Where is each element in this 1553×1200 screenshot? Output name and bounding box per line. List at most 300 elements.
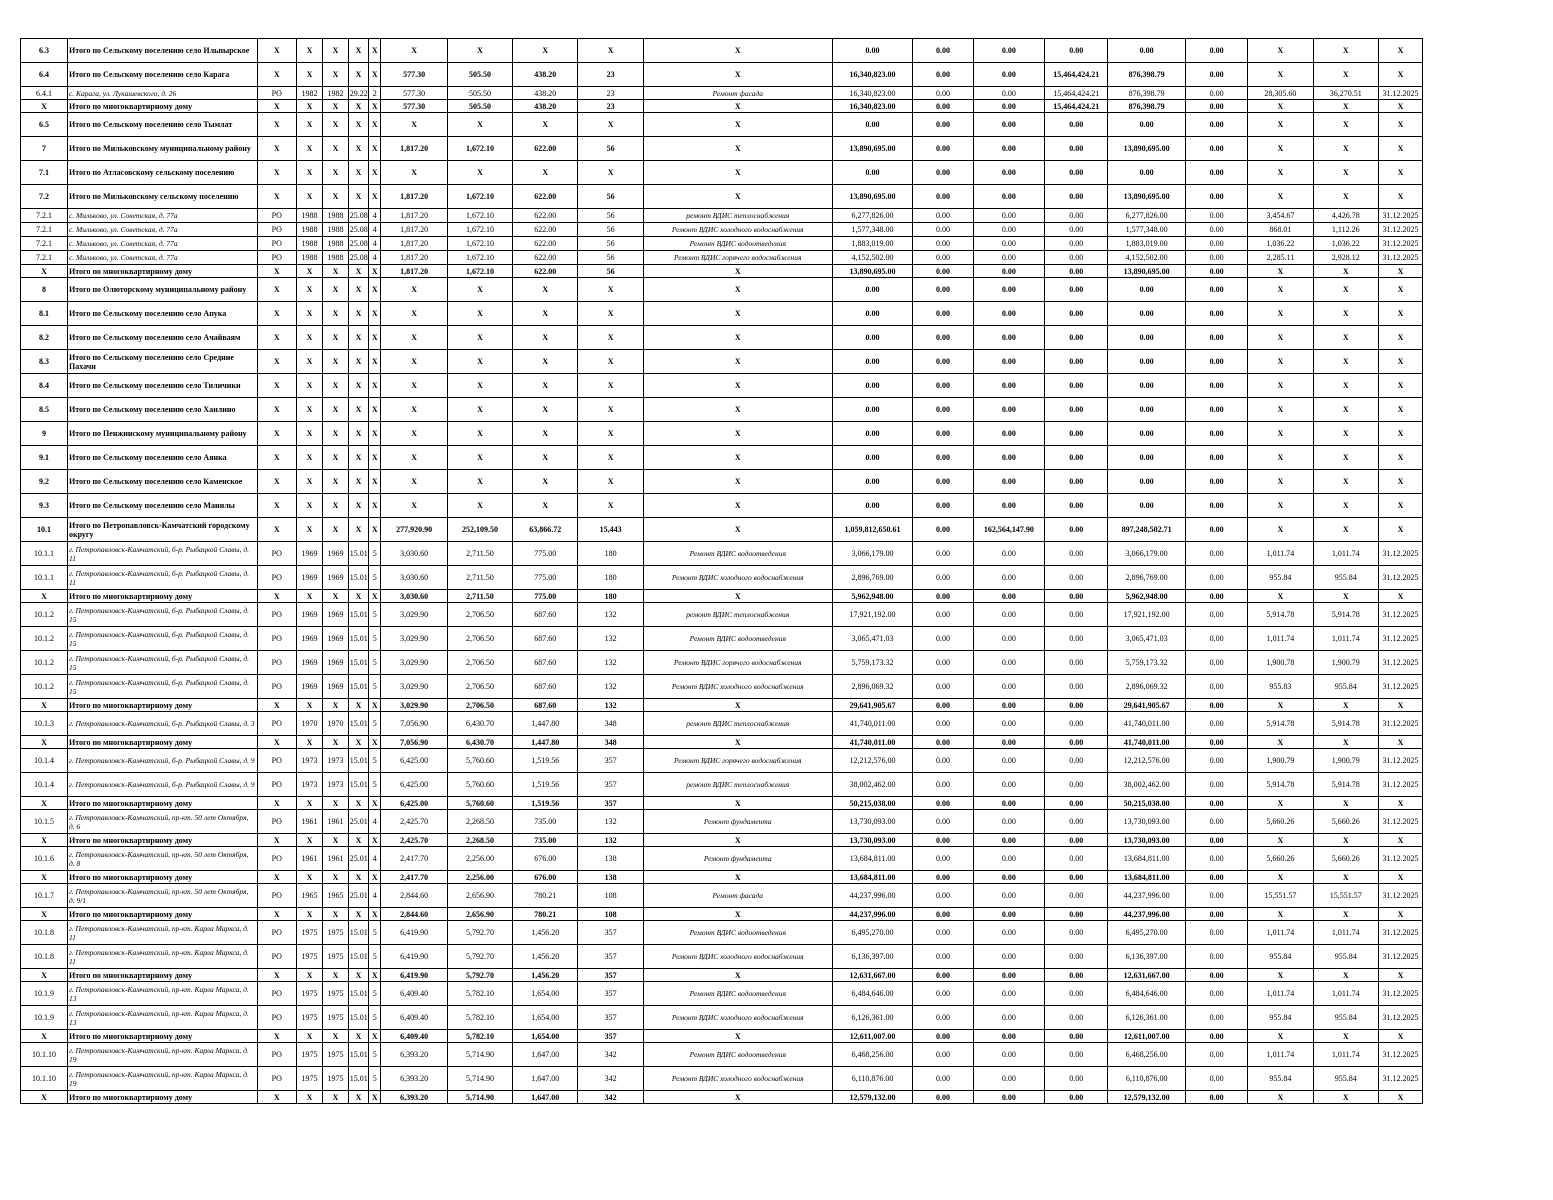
commission-year-cell: X	[323, 422, 349, 446]
total-cost-cell: 2,896,069.32	[832, 675, 913, 699]
regional-budget-cell: 0.00	[973, 1006, 1044, 1030]
local-budget-cell: 0.00	[1045, 921, 1108, 945]
work-type-cell: X	[643, 1091, 832, 1104]
total-cost-cell: 0.00	[832, 494, 913, 518]
address-cell: г. Петропавловск-Камчатский, пр-кт. 50 лет Октября, д. 6	[67, 810, 257, 834]
regional-budget-cell: 0.00	[973, 422, 1044, 446]
regional-budget-cell: 0.00	[973, 446, 1044, 470]
floors-cell: 4	[369, 209, 381, 223]
max-unit-cost-cell: X	[1313, 350, 1378, 374]
owned-area-cell: 622.00	[513, 209, 578, 223]
other-funds-cell: 0.00	[1185, 209, 1247, 223]
owned-area-cell: 735.00	[513, 834, 578, 847]
wear-cell: X	[348, 908, 368, 921]
residents-cell: 357	[578, 969, 643, 982]
unit-cost-cell: 868.01	[1248, 223, 1313, 237]
total-cost-cell: 12,631,667.00	[832, 969, 913, 982]
commission-year-cell: 1982	[323, 87, 349, 100]
max-unit-cost-cell: X	[1313, 834, 1378, 847]
other-funds-cell: 0.00	[1185, 1067, 1247, 1091]
unit-cost-cell: X	[1248, 1091, 1313, 1104]
owned-area-cell: 622.00	[513, 223, 578, 237]
unit-cost-cell: X	[1248, 422, 1313, 446]
address-cell: Итого по Петропавловск-Камчатский городскому округу	[67, 518, 257, 542]
total-cost-cell: 1,883,019.00	[832, 237, 913, 251]
owners-funds-cell: 1,577,348.00	[1108, 223, 1186, 237]
max-unit-cost-cell: 955.84	[1313, 566, 1378, 590]
owners-funds-cell: 0.00	[1108, 39, 1186, 63]
unit-cost-cell: X	[1248, 326, 1313, 350]
regional-budget-cell: 0.00	[973, 350, 1044, 374]
residents-cell: 342	[578, 1091, 643, 1104]
other-funds-cell: 0.00	[1185, 603, 1247, 627]
floors-cell: X	[369, 494, 381, 518]
summary-row	[21, 1091, 1423, 1104]
federal-fund-cell: 0.00	[913, 542, 973, 566]
total-cost-cell: 3,066,179.00	[832, 542, 913, 566]
summary-row	[21, 518, 1423, 542]
work-type-cell: ремонт ВДИС теплоснабжения	[643, 209, 832, 223]
build-year-cell: 1988	[296, 223, 323, 237]
total-cost-cell: 6,110,876.00	[832, 1067, 913, 1091]
federal-fund-cell: 0.00	[913, 810, 973, 834]
max-unit-cost-cell: 955.84	[1313, 1006, 1378, 1030]
item-number-cell: 10.1.4	[21, 773, 68, 797]
build-year-cell: 1969	[296, 566, 323, 590]
floors-cell: X	[369, 797, 381, 810]
local-budget-cell: 0.00	[1045, 736, 1108, 749]
owned-area-cell: 735.00	[513, 810, 578, 834]
summary-row	[21, 1030, 1423, 1043]
address-cell: Итого по Сельскому поселению село Ильпырское	[67, 39, 257, 63]
work-type-cell: Ремонт ВДИС холодного водоснабжения	[643, 1006, 832, 1030]
deadline-cell: X	[1378, 302, 1422, 326]
commission-year-cell: X	[323, 699, 349, 712]
regional-budget-cell: 0.00	[973, 251, 1044, 265]
commission-year-cell: 1969	[323, 603, 349, 627]
owned-area-cell: 1,447.80	[513, 736, 578, 749]
max-unit-cost-cell: X	[1313, 446, 1378, 470]
build-year-cell: 1961	[296, 847, 323, 871]
wear-cell: X	[348, 871, 368, 884]
deadline-cell: 31.12.2025	[1378, 749, 1422, 773]
max-unit-cost-cell: 1,011.74	[1313, 627, 1378, 651]
owner-type-cell: X	[257, 736, 296, 749]
address-cell: Итого по Сельскому поселению село Аянка	[67, 446, 257, 470]
other-funds-cell: 0.00	[1185, 265, 1247, 278]
other-funds-cell: 0.00	[1185, 100, 1247, 113]
commission-year-cell: 1973	[323, 773, 349, 797]
unit-cost-cell: X	[1248, 100, 1313, 113]
owned-area-cell: X	[513, 374, 578, 398]
other-funds-cell: 0.00	[1185, 446, 1247, 470]
unit-cost-cell: 955.83	[1248, 675, 1313, 699]
living-area-cell: 1,672.10	[447, 185, 512, 209]
regional-budget-cell: 0.00	[973, 39, 1044, 63]
deadline-cell: X	[1378, 39, 1422, 63]
federal-fund-cell: 0.00	[913, 921, 973, 945]
total-cost-cell: 44,237,996.00	[832, 884, 913, 908]
commission-year-cell: 1975	[323, 945, 349, 969]
build-year-cell: 1975	[296, 921, 323, 945]
work-type-cell: X	[643, 494, 832, 518]
unit-cost-cell: X	[1248, 39, 1313, 63]
commission-year-cell: 1969	[323, 651, 349, 675]
owned-area-cell: 687.60	[513, 603, 578, 627]
other-funds-cell: 0.00	[1185, 422, 1247, 446]
owned-area-cell: 1,654.00	[513, 1030, 578, 1043]
max-unit-cost-cell: 1,036.22	[1313, 237, 1378, 251]
work-type-cell: Ремонт ВДИС водоотведения	[643, 921, 832, 945]
regional-budget-cell: 0.00	[973, 1043, 1044, 1067]
address-cell: Итого по Сельскому поселению село Тымлат	[67, 113, 257, 137]
floors-cell: 5	[369, 1067, 381, 1091]
build-year-cell: 1970	[296, 712, 323, 736]
regional-budget-cell: 0.00	[973, 398, 1044, 422]
summary-row	[21, 39, 1423, 63]
total-area-cell: X	[381, 374, 447, 398]
federal-fund-cell: 0.00	[913, 699, 973, 712]
total-area-cell: 6,393.20	[381, 1067, 447, 1091]
owners-funds-cell: 0.00	[1108, 374, 1186, 398]
unit-cost-cell: X	[1248, 699, 1313, 712]
commission-year-cell: X	[323, 446, 349, 470]
residents-cell: 132	[578, 675, 643, 699]
other-funds-cell: 0.00	[1185, 542, 1247, 566]
federal-fund-cell: 0.00	[913, 736, 973, 749]
residents-cell: X	[578, 326, 643, 350]
other-funds-cell: 0.00	[1185, 1006, 1247, 1030]
deadline-cell: X	[1378, 969, 1422, 982]
owner-type-cell: X	[257, 422, 296, 446]
total-area-cell: 3,030.60	[381, 542, 447, 566]
other-funds-cell: 0.00	[1185, 518, 1247, 542]
address-cell: г. Петропавловск-Камчатский, пр-кт. 50 лет Октября, д. 9/1	[67, 884, 257, 908]
federal-fund-cell: 0.00	[913, 1006, 973, 1030]
other-funds-cell: 0.00	[1185, 712, 1247, 736]
commission-year-cell: 1975	[323, 1067, 349, 1091]
residents-cell: 56	[578, 185, 643, 209]
owner-type-cell: X	[257, 302, 296, 326]
deadline-cell: X	[1378, 185, 1422, 209]
total-cost-cell: 2,896,769.00	[832, 566, 913, 590]
max-unit-cost-cell: 955.84	[1313, 1067, 1378, 1091]
other-funds-cell: 0.00	[1185, 699, 1247, 712]
total-area-cell: 3,029.90	[381, 651, 447, 675]
floors-cell: X	[369, 969, 381, 982]
summary-row	[21, 63, 1423, 87]
federal-fund-cell: 0.00	[913, 185, 973, 209]
deadline-cell: X	[1378, 422, 1422, 446]
total-area-cell: 3,029.90	[381, 627, 447, 651]
build-year-cell: 1969	[296, 675, 323, 699]
item-number-cell: 10.1.10	[21, 1043, 68, 1067]
commission-year-cell: X	[323, 1030, 349, 1043]
unit-cost-cell: X	[1248, 161, 1313, 185]
federal-fund-cell: 0.00	[913, 251, 973, 265]
work-type-cell: X	[643, 699, 832, 712]
work-type-cell: Ремонт ВДИС холодного водоснабжения	[643, 675, 832, 699]
regional-budget-cell: 0.00	[973, 185, 1044, 209]
local-budget-cell: 0.00	[1045, 374, 1108, 398]
address-cell: Итого по многоквартирному дому	[67, 969, 257, 982]
wear-cell: X	[348, 265, 368, 278]
owned-area-cell: 687.60	[513, 651, 578, 675]
total-area-cell: 277,920.90	[381, 518, 447, 542]
owner-type-cell: РО	[257, 1043, 296, 1067]
total-area-cell: 6,419.90	[381, 921, 447, 945]
local-budget-cell: 0.00	[1045, 1043, 1108, 1067]
max-unit-cost-cell: 1,011.74	[1313, 921, 1378, 945]
regional-budget-cell: 0.00	[973, 736, 1044, 749]
table-row	[21, 810, 1423, 834]
owner-type-cell: РО	[257, 921, 296, 945]
build-year-cell: X	[296, 113, 323, 137]
floors-cell: 2	[369, 87, 381, 100]
summary-row	[21, 265, 1423, 278]
owner-type-cell: РО	[257, 237, 296, 251]
residents-cell: X	[578, 278, 643, 302]
unit-cost-cell: X	[1248, 350, 1313, 374]
summary-row	[21, 137, 1423, 161]
item-number-cell: 7.2	[21, 185, 68, 209]
local-budget-cell: 0.00	[1045, 834, 1108, 847]
item-number-cell: 7.2.1	[21, 251, 68, 265]
max-unit-cost-cell: X	[1313, 113, 1378, 137]
residents-cell: 15,443	[578, 518, 643, 542]
owners-funds-cell: 1,883,019.00	[1108, 237, 1186, 251]
owned-area-cell: X	[513, 326, 578, 350]
max-unit-cost-cell: X	[1313, 797, 1378, 810]
summary-row	[21, 797, 1423, 810]
item-number-cell: X	[21, 699, 68, 712]
wear-cell: X	[348, 350, 368, 374]
floors-cell: X	[369, 422, 381, 446]
work-type-cell: Ремонт фундамента	[643, 847, 832, 871]
build-year-cell: X	[296, 1091, 323, 1104]
residents-cell: X	[578, 113, 643, 137]
wear-cell: 25.01	[348, 810, 368, 834]
item-number-cell: 6.5	[21, 113, 68, 137]
other-funds-cell: 0.00	[1185, 161, 1247, 185]
residents-cell: X	[578, 470, 643, 494]
total-cost-cell: 0.00	[832, 302, 913, 326]
federal-fund-cell: 0.00	[913, 712, 973, 736]
residents-cell: 348	[578, 712, 643, 736]
regional-budget-cell: 0.00	[973, 265, 1044, 278]
local-budget-cell: 0.00	[1045, 251, 1108, 265]
item-number-cell: 7.2.1	[21, 223, 68, 237]
other-funds-cell: 0.00	[1185, 884, 1247, 908]
unit-cost-cell: X	[1248, 63, 1313, 87]
wear-cell: 25.01	[348, 847, 368, 871]
address-cell: г. Петропавловск-Камчатский, б-р. Рыбацкой Славы, д. 15	[67, 603, 257, 627]
build-year-cell: X	[296, 470, 323, 494]
local-budget-cell: 0.00	[1045, 237, 1108, 251]
owner-type-cell: X	[257, 1030, 296, 1043]
regional-budget-cell: 0.00	[973, 908, 1044, 921]
table-row	[21, 712, 1423, 736]
wear-cell: 15.01	[348, 542, 368, 566]
owner-type-cell: X	[257, 908, 296, 921]
max-unit-cost-cell: X	[1313, 100, 1378, 113]
federal-fund-cell: 0.00	[913, 982, 973, 1006]
other-funds-cell: 0.00	[1185, 398, 1247, 422]
federal-fund-cell: 0.00	[913, 161, 973, 185]
owned-area-cell: X	[513, 398, 578, 422]
item-number-cell: X	[21, 834, 68, 847]
total-cost-cell: 12,611,007.00	[832, 1030, 913, 1043]
summary-row	[21, 161, 1423, 185]
total-cost-cell: 0.00	[832, 350, 913, 374]
owners-funds-cell: 6,495,270.00	[1108, 921, 1186, 945]
max-unit-cost-cell: 1,011.74	[1313, 982, 1378, 1006]
commission-year-cell: X	[323, 494, 349, 518]
owner-type-cell: РО	[257, 847, 296, 871]
total-cost-cell: 13,684,811.00	[832, 871, 913, 884]
max-unit-cost-cell: 1,900.79	[1313, 651, 1378, 675]
total-cost-cell: 41,740,011.00	[832, 712, 913, 736]
owners-funds-cell: 13,730,093.00	[1108, 834, 1186, 847]
other-funds-cell: 0.00	[1185, 969, 1247, 982]
owned-area-cell: 1,456.20	[513, 921, 578, 945]
address-cell: г. Петропавловск-Камчатский, б-р. Рыбацкой Славы, д. 3	[67, 712, 257, 736]
owned-area-cell: 775.00	[513, 566, 578, 590]
commission-year-cell: 1969	[323, 675, 349, 699]
local-budget-cell: 0.00	[1045, 350, 1108, 374]
unit-cost-cell: 1,011.74	[1248, 542, 1313, 566]
commission-year-cell: X	[323, 969, 349, 982]
item-number-cell: 10.1.2	[21, 603, 68, 627]
regional-budget-cell: 0.00	[973, 63, 1044, 87]
build-year-cell: X	[296, 398, 323, 422]
build-year-cell: 1973	[296, 749, 323, 773]
floors-cell: X	[369, 699, 381, 712]
residents-cell: 108	[578, 908, 643, 921]
address-cell: Итого по многоквартирному дому	[67, 699, 257, 712]
deadline-cell: X	[1378, 265, 1422, 278]
unit-cost-cell: 1,900.79	[1248, 749, 1313, 773]
work-type-cell: Ремонт ВДИС горячего водоснабжения	[643, 749, 832, 773]
max-unit-cost-cell: X	[1313, 908, 1378, 921]
deadline-cell: X	[1378, 100, 1422, 113]
max-unit-cost-cell: 15,551.57	[1313, 884, 1378, 908]
commission-year-cell: 1961	[323, 810, 349, 834]
local-budget-cell: 0.00	[1045, 603, 1108, 627]
local-budget-cell: 0.00	[1045, 810, 1108, 834]
address-cell: Итого по многоквартирному дому	[67, 590, 257, 603]
owner-type-cell: РО	[257, 982, 296, 1006]
commission-year-cell: 1969	[323, 542, 349, 566]
other-funds-cell: 0.00	[1185, 39, 1247, 63]
owners-funds-cell: 5,759,173.32	[1108, 651, 1186, 675]
address-cell: г. Петропавловск-Камчатский, пр-кт. Карла Маркса, д. 13	[67, 1006, 257, 1030]
item-number-cell: 10.1.10	[21, 1067, 68, 1091]
commission-year-cell: X	[323, 797, 349, 810]
commission-year-cell: 1973	[323, 749, 349, 773]
unit-cost-cell: X	[1248, 518, 1313, 542]
max-unit-cost-cell: X	[1313, 470, 1378, 494]
address-cell: Итого по многоквартирному дому	[67, 1030, 257, 1043]
total-area-cell: X	[381, 302, 447, 326]
living-area-cell: 505.50	[447, 87, 512, 100]
build-year-cell: X	[296, 39, 323, 63]
unit-cost-cell: 955.84	[1248, 566, 1313, 590]
unit-cost-cell: X	[1248, 278, 1313, 302]
local-budget-cell: 0.00	[1045, 773, 1108, 797]
owners-funds-cell: 0.00	[1108, 494, 1186, 518]
deadline-cell: X	[1378, 446, 1422, 470]
owned-area-cell: 438.20	[513, 100, 578, 113]
total-area-cell: X	[381, 398, 447, 422]
build-year-cell: 1973	[296, 773, 323, 797]
owners-funds-cell: 41,740,011.00	[1108, 712, 1186, 736]
owners-funds-cell: 13,684,811.00	[1108, 871, 1186, 884]
total-area-cell: 2,844.60	[381, 884, 447, 908]
living-area-cell: 2,268.50	[447, 834, 512, 847]
deadline-cell: X	[1378, 871, 1422, 884]
total-area-cell: 2,417.70	[381, 847, 447, 871]
wear-cell: X	[348, 161, 368, 185]
living-area-cell: 5,782.10	[447, 982, 512, 1006]
table-row	[21, 1067, 1423, 1091]
total-area-cell: X	[381, 422, 447, 446]
owners-funds-cell: 2,896,069.32	[1108, 675, 1186, 699]
living-area-cell: 5,782.10	[447, 1030, 512, 1043]
summary-row	[21, 185, 1423, 209]
federal-fund-cell: 0.00	[913, 749, 973, 773]
local-budget-cell: 0.00	[1045, 675, 1108, 699]
residents-cell: X	[578, 422, 643, 446]
table-row	[21, 675, 1423, 699]
item-number-cell: 10.1.8	[21, 945, 68, 969]
residents-cell: 357	[578, 797, 643, 810]
unit-cost-cell: X	[1248, 908, 1313, 921]
federal-fund-cell: 0.00	[913, 237, 973, 251]
owner-type-cell: РО	[257, 566, 296, 590]
unit-cost-cell: 1,011.74	[1248, 627, 1313, 651]
total-area-cell: 2,425.70	[381, 810, 447, 834]
unit-cost-cell: X	[1248, 374, 1313, 398]
build-year-cell: X	[296, 736, 323, 749]
owners-funds-cell: 0.00	[1108, 350, 1186, 374]
regional-budget-cell: 0.00	[973, 797, 1044, 810]
commission-year-cell: X	[323, 590, 349, 603]
total-cost-cell: 41,740,011.00	[832, 736, 913, 749]
local-budget-cell: 0.00	[1045, 185, 1108, 209]
floors-cell: X	[369, 398, 381, 422]
item-number-cell: 10.1	[21, 518, 68, 542]
owners-funds-cell: 13,684,811.00	[1108, 847, 1186, 871]
deadline-cell: X	[1378, 113, 1422, 137]
living-area-cell: X	[447, 422, 512, 446]
deadline-cell: 31.12.2025	[1378, 982, 1422, 1006]
total-area-cell: 6,425.00	[381, 749, 447, 773]
owner-type-cell: X	[257, 590, 296, 603]
local-budget-cell: 0.00	[1045, 749, 1108, 773]
total-area-cell: 1,817.20	[381, 137, 447, 161]
regional-budget-cell: 0.00	[973, 137, 1044, 161]
deadline-cell: 31.12.2025	[1378, 603, 1422, 627]
owned-area-cell: 622.00	[513, 185, 578, 209]
floors-cell: 4	[369, 223, 381, 237]
residents-cell: 132	[578, 603, 643, 627]
owners-funds-cell: 876,398.79	[1108, 100, 1186, 113]
work-type-cell: X	[643, 834, 832, 847]
total-cost-cell: 12,212,576.00	[832, 749, 913, 773]
living-area-cell: 5,760.60	[447, 797, 512, 810]
address-cell: Итого по многоквартирному дому	[67, 908, 257, 921]
